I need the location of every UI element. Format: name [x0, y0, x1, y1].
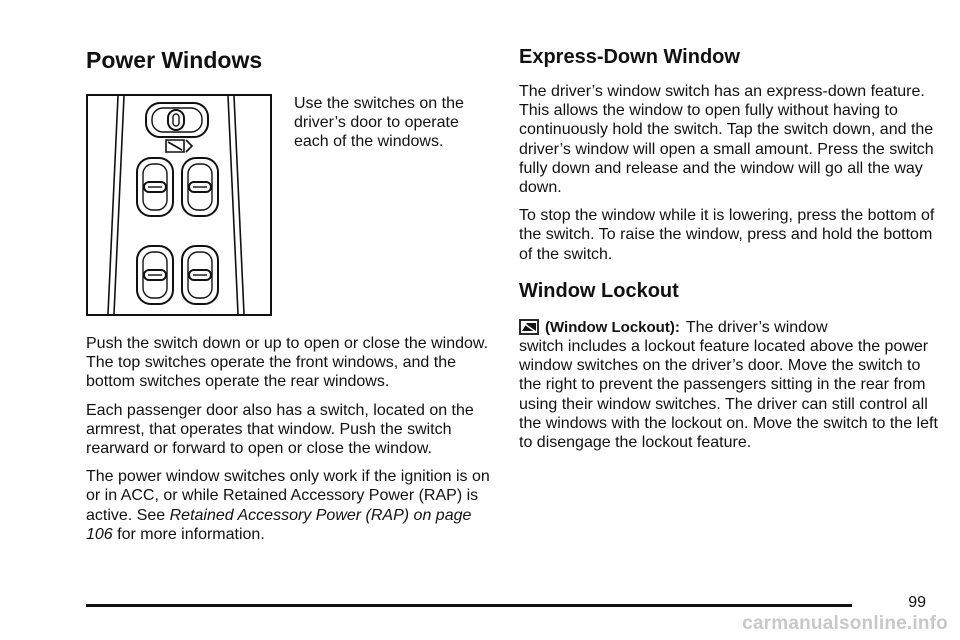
figure-row: [86, 94, 496, 322]
paragraph-window-lockout: [519, 318, 939, 452]
lockout-label: (Window Lockout):: [545, 318, 680, 336]
section-title-power-windows: Power Windows: [86, 47, 263, 73]
section-title-window-lockout: Window Lockout: [519, 279, 679, 302]
paragraph-express-down: The driver’s window switch has an express-down feature. This allows the window to open fully without having to continuously hold the switch. Tap the switch down, and the driver’s window will open a small amount. Press the switch fully down and release and the window will go all the way down.: [519, 83, 934, 197]
ignition-note-end: for more information.: [112, 525, 265, 543]
lockout-first-text: The driver’s window: [685, 318, 828, 336]
right-column: [519, 40, 939, 452]
window-switch-illustration: [86, 94, 272, 316]
window-lockout-icon: [519, 319, 539, 335]
window-switch-drawing: [88, 96, 270, 314]
paragraph-ignition-note: [86, 467, 496, 544]
lockout-first-line: [519, 318, 939, 337]
lockout-symbol-icon: [166, 140, 192, 152]
footer-rule: [86, 604, 852, 607]
lockout-description: switch includes a lockout feature located above the power window switches on the driver’s door. Move the switch to the right to prevent the passengers sitting in the rear from using their window switches. The driver can still control all the windows with the lockout on. Move the switch to the left to disengage the lockout feature.: [519, 338, 938, 452]
front-right-switch-icon: [182, 158, 218, 216]
left-column: [86, 40, 496, 544]
page-number: 99: [908, 594, 926, 611]
front-left-switch-icon: [137, 158, 173, 216]
paragraph-passenger-switch: Each passenger door also has a switch, located on the armrest, that operates that window. Push the switch rearward or forward to open or close the window.: [86, 401, 474, 458]
watermark: carmanualsonline.info: [742, 613, 948, 634]
rear-right-switch-icon: [182, 246, 218, 304]
section-title-express-down: Express-Down Window: [519, 46, 740, 68]
ignition-note-text: The power window switches only work if the ignition is on or in ACC, or while Retained Accessory Power (RAP) is active. See: [86, 468, 490, 524]
rap-cross-reference-link[interactable]: Retained Accessory Power (RAP) on page 106: [86, 506, 472, 543]
paragraph-stop-window: To stop the window while it is lowering, press the bottom of the switch. To raise the window, press and hold the bottom of the switch.: [519, 207, 935, 263]
paragraph-switch-operation: Push the switch down or up to open or close the window. The top switches operate the front windows, and the bottom switches operate the rear windows.: [86, 335, 489, 391]
figure-caption: Use the switches on the driver’s door to operate each of the windows.: [294, 95, 464, 151]
rear-left-switch-icon: [137, 246, 173, 304]
